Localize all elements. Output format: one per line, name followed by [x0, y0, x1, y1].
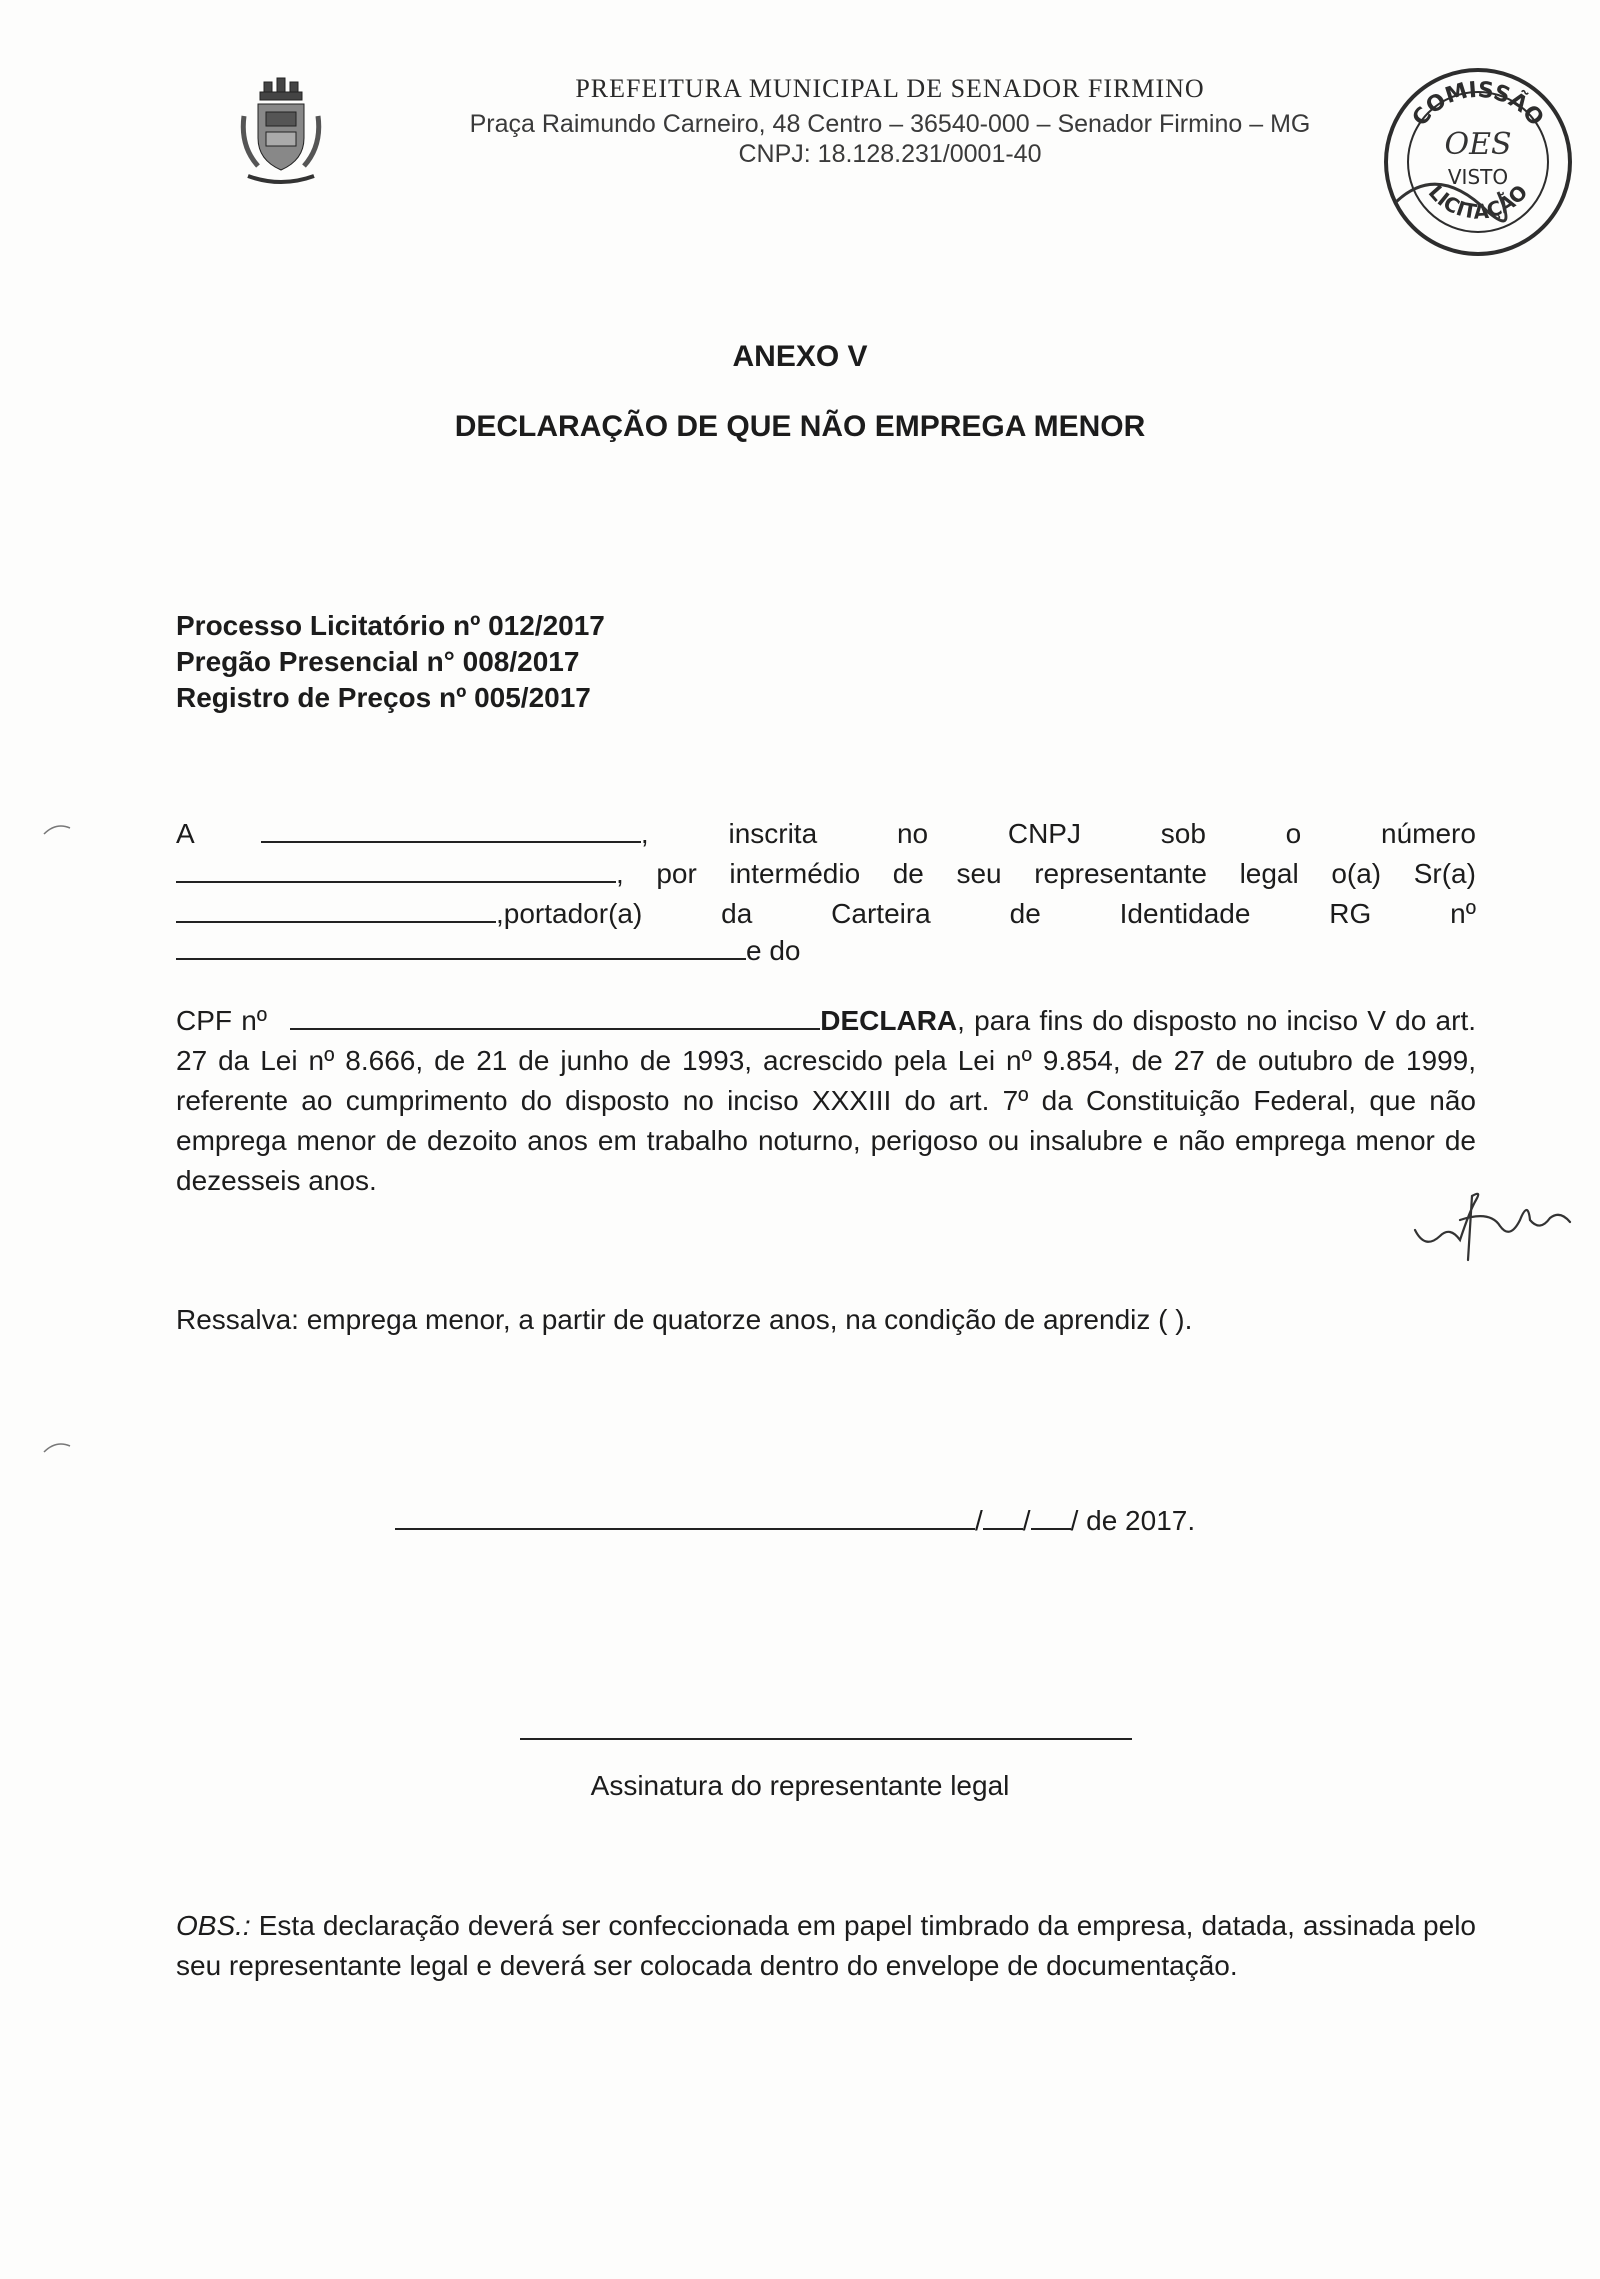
declaration-title: DECLARAÇÃO DE QUE NÃO EMPREGA MENOR	[454, 410, 1146, 443]
svg-text:VISTO: VISTO	[1447, 165, 1509, 189]
obs-note	[176, 1906, 1476, 1986]
pregao-number: Pregão Presencial n° 008/2017	[176, 646, 580, 677]
commission-stamp	[1378, 62, 1578, 262]
place-field[interactable]	[395, 1500, 975, 1530]
ressalva-text: Ressalva: emprega menor, a partir de quatorze anos, na condição de aprendiz ( ).	[176, 1304, 1193, 1335]
svg-text:COMISSÃO: COMISSÃO	[1407, 77, 1549, 132]
representative-name-field[interactable]	[176, 893, 496, 923]
svg-text:OES: OES	[1444, 127, 1512, 162]
month-field[interactable]	[1031, 1500, 1071, 1530]
process-number: Processo Licitatório nº 012/2017	[176, 610, 605, 641]
handwritten-initials	[1410, 1170, 1580, 1270]
signature-line[interactable]	[520, 1738, 1132, 1740]
form-row-rg: e do	[176, 930, 1476, 971]
annex-title: ANEXO V	[732, 340, 868, 373]
svg-text:LICITAÇÃO: LICITAÇÃO	[1423, 179, 1533, 224]
cpf-field[interactable]	[290, 1000, 820, 1030]
declara-keyword: DECLARA	[820, 1005, 958, 1036]
process-block	[176, 608, 605, 716]
company-name-field[interactable]	[261, 813, 641, 843]
org-cnpj: CNPJ: 18.128.231/0001-40	[738, 140, 1042, 168]
org-address: Praça Raimundo Carneiro, 48 Centro – 36540-000 – Senador Firmino – MG	[469, 110, 1311, 138]
registro-number: Registro de Preços nº 005/2017	[176, 682, 591, 713]
scan-mark	[42, 1440, 72, 1454]
obs-text: Esta declaração deverá ser confeccionada em papel timbrado da empresa, datada, assinada pelo seu representante legal e deverá ser colocada dentro do envelope de documentação.	[176, 1910, 1476, 1981]
rg-field[interactable]	[176, 930, 746, 960]
form-row-representative: ,portador(a) da Carteira de Identidade RG nº	[176, 890, 1476, 930]
cnpj-field[interactable]	[176, 853, 616, 883]
signature-label: Assinatura do representante legal	[590, 1770, 1010, 1801]
scan-mark	[42, 822, 72, 836]
declaration-paragraph: CPF nº DECLARA, para fins do disposto no inciso V do art. 27 da Lei nº 8.666, de 21 de junho de 1993, acrescido pela Lei nº 9.854, de 27 de outubro de 1999, referente ao cumprimento do disposto no inciso XXXIII do art. 7º da Constituição Federal, que não emprega menor de dezoito anos em trabalho noturno, perigoso ou insalubre e não emprega menor de dezesseis anos.	[176, 1000, 1476, 1201]
date-line: / / / de 2017.	[395, 1500, 1295, 1541]
form-row-cnpj: , por intermédio de seu representante legal o(a) Sr(a)	[176, 850, 1476, 890]
municipal-crest-icon	[238, 76, 324, 188]
obs-label: OBS.:	[176, 1910, 251, 1941]
form-row-company: A , inscrita no CNPJ sob o número	[176, 810, 1476, 850]
org-name: PREFEITURA MUNICIPAL DE SENADOR FIRMINO	[575, 74, 1205, 103]
day-field[interactable]	[983, 1500, 1023, 1530]
